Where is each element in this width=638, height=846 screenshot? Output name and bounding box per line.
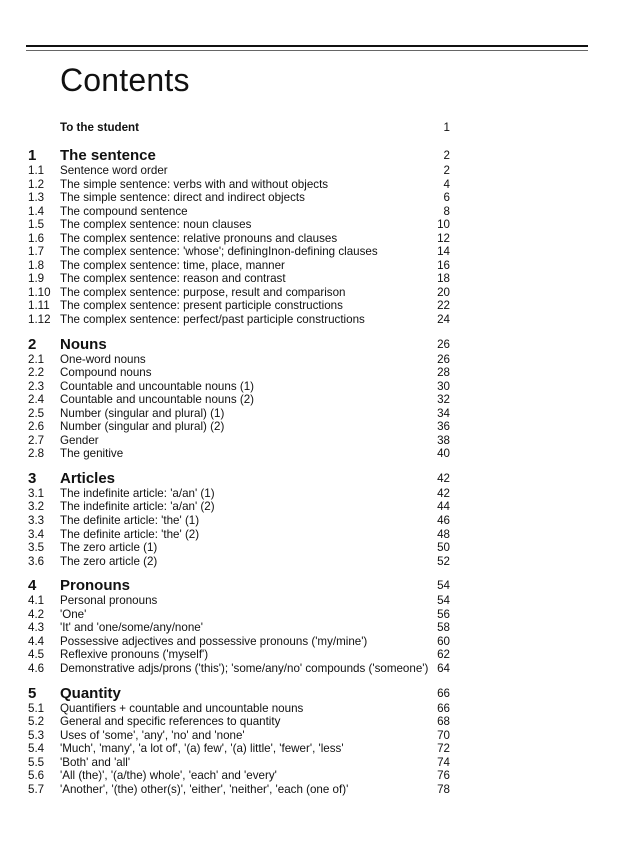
entry-title: 'Both' and 'all'	[60, 755, 131, 769]
entry-number: 1.3	[28, 191, 45, 205]
entry-title: The complex sentence: 'whose'; definingInon-defining clauses	[60, 245, 378, 259]
entry-number: 1.12	[28, 313, 51, 327]
entry-page: 40	[437, 447, 450, 461]
entry-title: Sentence word order	[60, 164, 168, 177]
entry-page: 8	[443, 204, 450, 218]
chapter-page: 42	[437, 471, 450, 485]
entry-number: 2.7	[28, 433, 45, 447]
toc-entry[interactable]	[0, 528, 638, 542]
entry-number: 3.4	[28, 527, 45, 541]
entry-title: The complex sentence: present participle constructions	[60, 299, 343, 313]
entry-page: 46	[437, 514, 450, 528]
entry-number: 2.1	[28, 352, 45, 366]
entry-number: 1.11	[28, 299, 50, 313]
chapter-page: 2	[443, 149, 450, 162]
toc-intro-page: 1	[443, 121, 450, 134]
chapter-header[interactable]	[0, 470, 638, 487]
toc-entry[interactable]	[0, 272, 638, 286]
entry-title: 'One'	[60, 607, 87, 621]
chapter-number: 3	[28, 469, 37, 487]
toc-entry[interactable]	[0, 514, 638, 528]
toc-entry[interactable]	[0, 555, 638, 569]
toc-entry[interactable]	[0, 218, 638, 232]
entry-title: The zero article (2)	[60, 554, 158, 568]
toc-entry[interactable]	[0, 594, 638, 608]
entry-page: 76	[437, 769, 450, 783]
chapter-number: 4	[28, 577, 37, 595]
chapter-5	[0, 685, 638, 797]
entry-page: 44	[437, 500, 450, 514]
entry-title: Gender	[60, 433, 99, 447]
toc-entry[interactable]	[0, 769, 638, 783]
entry-title: 'Much', 'many', 'a lot of', '(a) few', '(a) little', 'fewer', 'less'	[60, 742, 344, 756]
entry-number: 1.6	[28, 231, 45, 245]
entry-page: 64	[437, 661, 450, 675]
chapter-header[interactable]	[0, 336, 638, 353]
entry-page: 12	[437, 231, 450, 245]
chapter-header[interactable]	[0, 577, 638, 594]
entry-title: 'All (the)', '(a/the) whole', 'each' and 'every'	[60, 769, 277, 783]
entry-page: 18	[437, 272, 450, 286]
entry-number: 1.1	[28, 164, 45, 177]
entry-number: 1.8	[28, 258, 45, 272]
entry-number: 4.6	[28, 661, 45, 675]
entry-number: 3.3	[28, 514, 45, 528]
toc-entry[interactable]	[0, 164, 638, 178]
entry-title: The definite article: 'the' (2)	[60, 527, 200, 541]
entry-page: 36	[437, 420, 450, 434]
entry-number: 2.4	[28, 393, 45, 407]
entry-page: 60	[437, 634, 450, 648]
entry-page: 70	[437, 728, 450, 742]
entry-page: 14	[437, 245, 450, 259]
toc-entry[interactable]	[0, 742, 638, 756]
toc-entry[interactable]	[0, 541, 638, 555]
entry-title: The zero article (1)	[60, 541, 158, 555]
entry-title: Reflexive pronouns ('myself')	[60, 648, 209, 662]
entry-title: The indefinite article: 'a/an' (1)	[60, 486, 215, 500]
entry-number: 3.1	[28, 486, 45, 500]
entry-number: 5.4	[28, 742, 45, 756]
entry-title: The complex sentence: purpose, result and comparison	[60, 285, 346, 299]
entry-title: The simple sentence: direct and indirect objects	[60, 191, 305, 205]
entry-number: 1.7	[28, 245, 45, 259]
chapter-header[interactable]	[0, 685, 638, 702]
entry-page: 74	[437, 755, 450, 769]
entry-title: Number (singular and plural) (2)	[60, 420, 225, 434]
entry-title: Countable and uncountable nouns (1)	[60, 379, 255, 393]
entry-title: The complex sentence: perfect/past participle constructions	[60, 313, 365, 327]
chapter-page: 26	[437, 337, 450, 351]
chapter-number: 5	[28, 684, 37, 702]
entry-page: 56	[437, 607, 450, 621]
toc-entry[interactable]	[0, 783, 638, 797]
entry-number: 1.2	[28, 177, 45, 191]
entry-page: 32	[437, 393, 450, 407]
toc-entry[interactable]	[0, 178, 638, 192]
entry-number: 2.8	[28, 447, 45, 461]
entry-page: 68	[437, 715, 450, 729]
entry-number: 4.5	[28, 648, 45, 662]
toc-entry[interactable]	[0, 353, 638, 367]
chapter-number: 1	[28, 147, 37, 164]
entry-number: 5.2	[28, 715, 45, 729]
entry-page: 78	[437, 782, 450, 796]
toc-entry[interactable]	[0, 702, 638, 716]
entry-title: The complex sentence: reason and contrast	[60, 272, 286, 286]
entry-page: 20	[437, 285, 450, 299]
toc-entry[interactable]	[0, 407, 638, 421]
entry-title: The complex sentence: time, place, manner	[60, 258, 285, 272]
entry-number: 5.3	[28, 728, 45, 742]
entry-page: 6	[443, 191, 450, 205]
toc-entry[interactable]	[0, 621, 638, 635]
entry-page: 24	[437, 313, 450, 327]
toc-entry[interactable]	[0, 380, 638, 394]
toc-entry[interactable]	[0, 313, 638, 327]
entry-number: 3.5	[28, 541, 45, 555]
entry-title: 'Another', '(the) other(s)', 'either', 'neither', 'each (one of)'	[60, 782, 349, 796]
entry-number: 1.10	[28, 285, 51, 299]
entry-title: Uses of 'some', 'any', 'no' and 'none'	[60, 728, 245, 742]
entry-title: The complex sentence: noun clauses	[60, 218, 252, 232]
toc-intro-text: To the student	[60, 121, 139, 134]
entry-page: 38	[437, 433, 450, 447]
entry-number: 5.5	[28, 755, 45, 769]
toc-entry[interactable]	[0, 756, 638, 770]
entry-number: 3.2	[28, 500, 45, 514]
entry-number: 1.9	[28, 272, 45, 286]
entry-page: 62	[437, 648, 450, 662]
top-rule-thin	[26, 50, 588, 51]
entry-title: Number (singular and plural) (1)	[60, 406, 225, 420]
entry-title: The compound sentence	[60, 204, 188, 218]
toc-entry[interactable]	[0, 447, 638, 461]
entry-page: 16	[437, 258, 450, 272]
chapter-page: 66	[437, 686, 450, 700]
entry-page: 22	[437, 299, 450, 313]
toc-entry[interactable]	[0, 635, 638, 649]
entry-page: 2	[443, 164, 450, 177]
chapter-4	[0, 577, 638, 675]
entry-page: 48	[437, 527, 450, 541]
entry-page: 72	[437, 742, 450, 756]
toc-entry[interactable]	[0, 259, 638, 273]
entry-page: 58	[437, 621, 450, 635]
entry-title: Possessive adjectives and possessive pronouns ('my/mine')	[60, 634, 368, 648]
entry-title: Compound nouns	[60, 366, 152, 380]
chapter-header[interactable]	[0, 147, 638, 164]
entry-title: The simple sentence: verbs with and without objects	[60, 177, 329, 191]
toc-entry[interactable]	[0, 715, 638, 729]
chapter-title: Quantity	[60, 684, 121, 702]
entry-title: The definite article: 'the' (1)	[60, 514, 200, 528]
entry-number: 5.1	[28, 701, 45, 715]
entry-title: Demonstrative adjs/prons ('this'); 'some/any/no' compounds ('someone')	[60, 661, 429, 675]
chapter-title: The sentence	[60, 147, 156, 164]
entry-number: 5.7	[28, 782, 45, 796]
toc-entry[interactable]	[0, 205, 638, 219]
chapter-2	[0, 336, 638, 461]
entry-page: 10	[437, 218, 450, 232]
entry-number: 1.4	[28, 204, 45, 218]
toc-entry[interactable]	[0, 366, 638, 380]
entry-number: 2.2	[28, 366, 45, 380]
chapter-number: 2	[28, 335, 37, 353]
entry-title: The complex sentence: relative pronouns and clauses	[60, 231, 338, 245]
entry-number: 4.3	[28, 621, 45, 635]
entry-number: 2.3	[28, 379, 45, 393]
entry-page: 50	[437, 541, 450, 555]
toc-entry[interactable]	[0, 729, 638, 743]
chapter-page: 54	[437, 579, 450, 593]
entry-page: 42	[437, 486, 450, 500]
entry-page: 52	[437, 554, 450, 568]
entry-title: Personal pronouns	[60, 594, 158, 608]
entry-page: 54	[437, 594, 450, 608]
entry-number: 4.2	[28, 607, 45, 621]
entry-number: 4.4	[28, 634, 45, 648]
entry-title: Quantifiers + countable and uncountable nouns	[60, 701, 304, 715]
entry-number: 1.5	[28, 218, 45, 232]
toc-entry[interactable]	[0, 245, 638, 259]
entry-number: 3.6	[28, 554, 45, 568]
entry-title: 'It' and 'one/some/any/none'	[60, 621, 203, 635]
chapter-1	[0, 147, 638, 327]
chapter-title: Articles	[60, 469, 116, 487]
entry-page: 66	[437, 701, 450, 715]
entry-number: 4.1	[28, 594, 45, 608]
entry-title: The genitive	[60, 447, 124, 461]
toc-entry[interactable]	[0, 420, 638, 434]
entry-page: 4	[443, 177, 450, 191]
entry-number: 2.6	[28, 420, 45, 434]
toc-entry[interactable]	[0, 662, 638, 676]
entry-page: 34	[437, 406, 450, 420]
toc-entry[interactable]	[0, 191, 638, 205]
entry-title: The indefinite article: 'a/an' (2)	[60, 500, 215, 514]
toc-entry[interactable]	[0, 608, 638, 622]
toc-entry[interactable]	[0, 299, 638, 313]
entry-page: 26	[437, 352, 450, 366]
toc-intro-row[interactable]	[0, 120, 638, 136]
toc-entry[interactable]	[0, 500, 638, 514]
top-rule-thick	[26, 45, 588, 47]
chapter-list	[0, 147, 638, 796]
toc-entry[interactable]	[0, 286, 638, 300]
entry-page: 28	[437, 366, 450, 380]
toc-entry[interactable]	[0, 487, 638, 501]
chapter-title: Nouns	[60, 335, 107, 353]
table-of-contents	[0, 120, 638, 805]
entry-title: Countable and uncountable nouns (2)	[60, 393, 255, 407]
toc-entry[interactable]	[0, 393, 638, 407]
entry-title: One-word nouns	[60, 352, 146, 366]
entry-page: 30	[437, 379, 450, 393]
page-title: Contents	[60, 62, 190, 98]
entry-title: General and specific references to quantity	[60, 715, 281, 729]
toc-entry[interactable]	[0, 648, 638, 662]
toc-entry[interactable]	[0, 434, 638, 448]
entry-number: 5.6	[28, 769, 45, 783]
entry-number: 2.5	[28, 406, 45, 420]
toc-entry[interactable]	[0, 232, 638, 246]
chapter-title: Pronouns	[60, 577, 130, 595]
chapter-3	[0, 470, 638, 568]
